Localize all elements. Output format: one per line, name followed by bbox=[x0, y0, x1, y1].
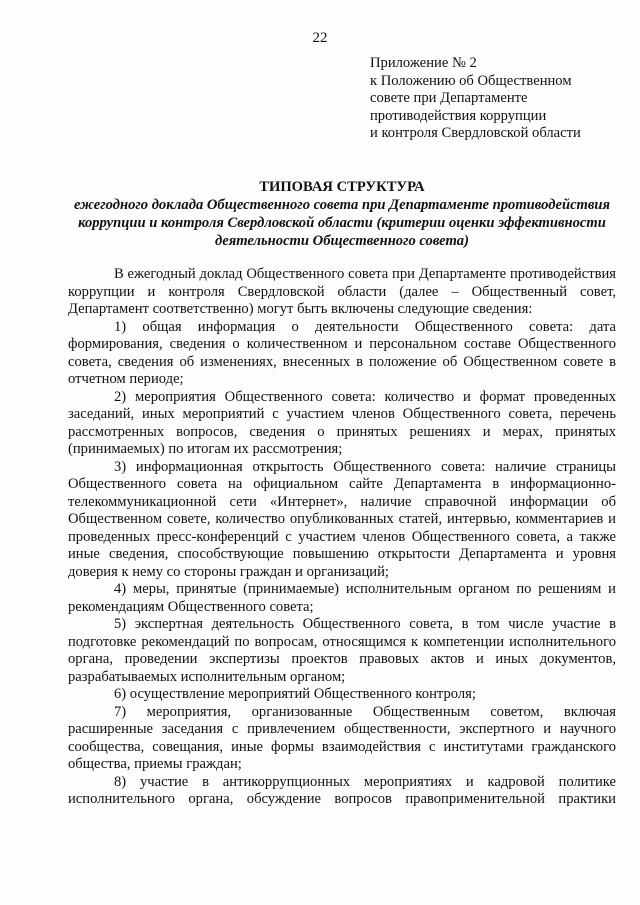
paragraph-item-8: 8) участие в антикоррупционных мероприятиях и кадровой политике исполнительного органа, обсуждение вопросов правоприменительной практики bbox=[68, 773, 616, 807]
appendix-line: Приложение № 2 bbox=[370, 55, 477, 71]
document-subtitle: ежегодного доклада Общественного совета при Департаменте противодействия коррупции и контроля Свердловской области (критерии оценки эффективности деятельности Общественного совета) bbox=[73, 197, 611, 249]
paragraph-item-2: 2) мероприятия Общественного совета: количество и формат проведенных заседаний, иных мероприятий с участием членов Общественного совета, перечень рассмотренных вопросов, сведения о принятых решениях и мерах, принятых (принимаемых) по итогам их рассмотрения; bbox=[68, 388, 616, 457]
paragraph-intro: В ежегодный доклад Общественного совета при Департаменте противодействия коррупции и контроля Свердловской области (далее – Общественный совет, Департамент соответственно) могут быть включены следующие сведения: bbox=[68, 266, 616, 317]
paragraph-item-3: 3) информационная открытость Общественного совета: наличие страницы Общественного совета на официальном сайте Департамента в информационно-телекоммуникационной сети «Интернет», наличие справочной информации об Общественном совете, количество опубликованных статей, интервью, комментариев и проведенных пресс-конференций с участием членов Общественного совета, а также иные сведения, способствующие повышению открытости Департамента и уровня доверия к нему со стороны граждан и организаций; bbox=[68, 458, 616, 580]
paragraph-item-4: 4) меры, принятые (принимаемые) исполнительным органом по решениям и рекомендациям Общественного совета; bbox=[68, 581, 616, 615]
document-body bbox=[68, 266, 616, 809]
paragraph-item-1: 1) общая информация о деятельности Общественного совета: дата формирования, сведения о количественном и персональном составе Общественного совета, сведения об изменениях, внесенных в положение об Общественном совете в отчетном периоде; bbox=[68, 318, 616, 387]
appendix-line: совете при Департаменте bbox=[370, 90, 528, 106]
document-title: ТИПОВАЯ СТРУКТУРА bbox=[259, 179, 425, 195]
paragraph-item-6: 6) осуществление мероприятий Общественного контроля; bbox=[114, 686, 476, 702]
paragraph-item-7: 7) мероприятия, организованные Общественным советом, включая расширенные заседания с привлечением общественности, экспертного и научного сообщества, совещания, иные формы взаимодействия с институтами гражданского общества, приемы граждан; bbox=[68, 703, 616, 772]
appendix-line: к Положению об Общественном bbox=[370, 72, 572, 89]
appendix-line: противодействия коррупции bbox=[370, 107, 547, 124]
page-number: 22 bbox=[312, 30, 328, 46]
paragraph-item-5: 5) экспертная деятельность Общественного совета, в том числе участие в подготовке рекомендаций по вопросам, относящимся к компетенции исполнительного органа, проведении экспертизы проектов правовых актов и иных документов, разрабатываемых исполнительным органом; bbox=[68, 616, 616, 685]
appendix-block bbox=[370, 55, 620, 143]
document-heading bbox=[68, 178, 616, 250]
appendix-line: и контроля Свердловской области bbox=[370, 125, 581, 141]
